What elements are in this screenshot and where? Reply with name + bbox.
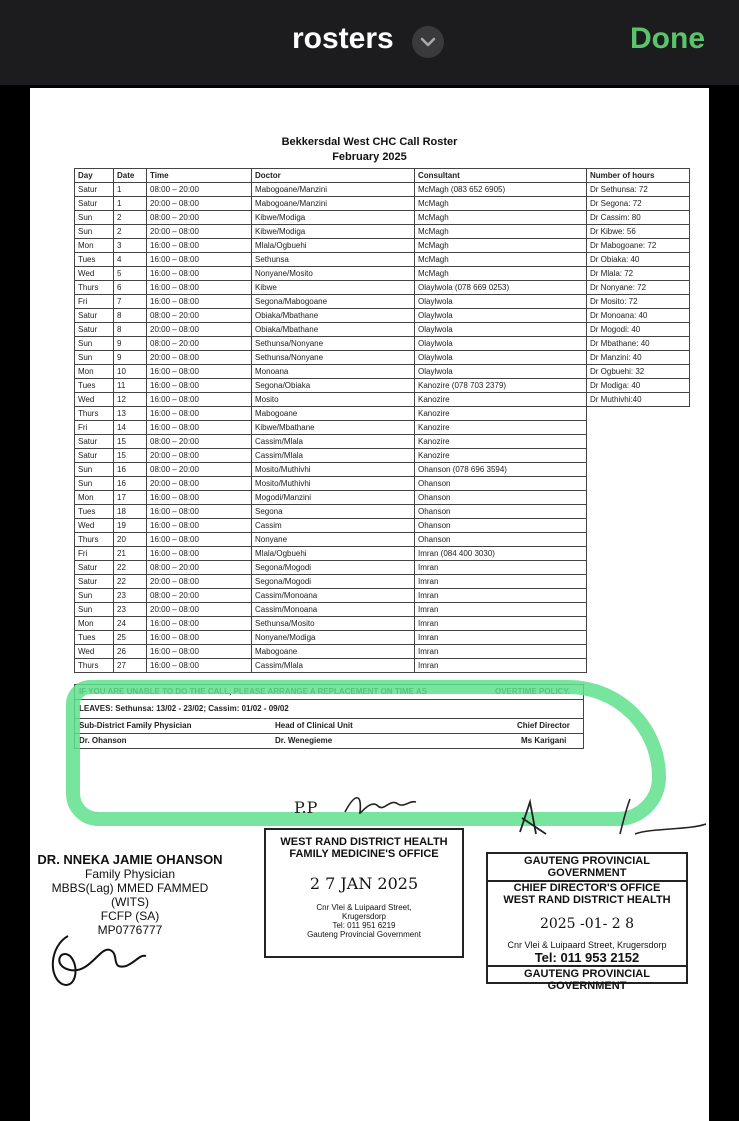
cell-time: 16:00 – 08:00 [147, 407, 252, 421]
cell-date: 22 [114, 575, 147, 589]
cell-doctor: Cassim/Mlala [252, 659, 415, 673]
sign-name-head: Dr. Wenegieme [275, 736, 333, 745]
table-row [75, 365, 690, 379]
cell-time: 08:00 – 20:00 [147, 183, 252, 197]
cell-time: 08:00 – 20:00 [147, 435, 252, 449]
cell-doctor: Obiaka/Mbathane [252, 309, 415, 323]
cell-consultant: McMagh [415, 253, 587, 267]
cell-time: 20:00 – 08:00 [147, 603, 252, 617]
table-row [75, 295, 690, 309]
cell-consultant: Olaylwola [415, 309, 587, 323]
cell-date: 17 [114, 491, 147, 505]
cell-doctor: Mabogoane [252, 407, 415, 421]
cell-hours [587, 645, 690, 659]
cell-time: 16:00 – 08:00 [147, 379, 252, 393]
cell-hours [587, 589, 690, 603]
cell-date: 23 [114, 589, 147, 603]
cell-time: 16:00 – 08:00 [147, 631, 252, 645]
cell-day: Mon [75, 491, 114, 505]
roster-title: Bekkersdal West CHC Call Roster [281, 136, 458, 148]
stamp1-line2: FAMILY MEDICINE'S OFFICE [289, 848, 439, 860]
header-time: Time [147, 169, 252, 183]
cell-date: 20 [114, 533, 147, 547]
chevron-down-icon[interactable] [412, 26, 444, 58]
cell-day: Sun [75, 603, 114, 617]
cell-date: 26 [114, 645, 147, 659]
cell-hours [587, 617, 690, 631]
cell-day: Wed [75, 645, 114, 659]
cell-hours: Dr Kibwe: 56 [587, 225, 690, 239]
cell-consultant: Imran [415, 617, 587, 631]
cell-doctor: Sethunsa/Mosito [252, 617, 415, 631]
family-medicine-stamp [264, 828, 464, 958]
table-row [75, 323, 690, 337]
cell-time: 16:00 – 08:00 [147, 239, 252, 253]
chief-director-stamp [486, 852, 688, 992]
leaves-row: LEAVES: Sethunsa: 13/02 - 23/02; Cassim: 01/02 - 09/02 [75, 700, 583, 719]
stamp2-line2: WEST RAND DISTRICT HEALTH [503, 894, 671, 906]
cell-consultant: Olaylwola [415, 365, 587, 379]
cell-day: Sun [75, 589, 114, 603]
cell-day: Sun [75, 477, 114, 491]
cell-doctor: Sethunsa [252, 253, 415, 267]
table-row [75, 533, 690, 547]
cell-hours [587, 631, 690, 645]
cell-date: 6 [114, 281, 147, 295]
cell-consultant: Olaylwola [415, 323, 587, 337]
cell-date: 18 [114, 505, 147, 519]
cell-hours [587, 491, 690, 505]
cell-consultant: Kanozire [415, 449, 587, 463]
table-row [75, 267, 690, 281]
cell-day: Tues [75, 505, 114, 519]
table-row [75, 351, 690, 365]
physician-reg: MP0776777 [97, 923, 163, 937]
cell-hours [587, 575, 690, 589]
cell-doctor: Sethunsa/Nonyane [252, 337, 415, 351]
stamp1-line1: WEST RAND DISTRICT HEALTH [280, 836, 448, 848]
cell-date: 7 [114, 295, 147, 309]
cell-day: Mon [75, 365, 114, 379]
cell-consultant: Ohanson [415, 519, 587, 533]
header-hours: Number of hours [587, 169, 690, 183]
cell-day: Satur [75, 323, 114, 337]
cell-day: Wed [75, 267, 114, 281]
cell-date: 16 [114, 463, 147, 477]
cell-day: Sun [75, 351, 114, 365]
cell-hours: Dr Segona: 72 [587, 197, 690, 211]
cell-day: Wed [75, 393, 114, 407]
physician-qual2: FCFP (SA) [100, 909, 160, 923]
cell-day: Satur [75, 435, 114, 449]
cell-doctor: Cassim/Monoana [252, 589, 415, 603]
cell-day: Mon [75, 617, 114, 631]
cell-date: 13 [114, 407, 147, 421]
cell-consultant: Olaylwola [415, 337, 587, 351]
table-row [75, 211, 690, 225]
sign-name-physician: Dr. Ohanson [79, 736, 127, 745]
cell-day: Sun [75, 463, 114, 477]
cell-time: 08:00 – 20:00 [147, 463, 252, 477]
cell-hours: Dr Mosito: 72 [587, 295, 690, 309]
table-row [75, 645, 690, 659]
cell-hours: Dr Ogbuehi: 32 [587, 365, 690, 379]
cell-date: 12 [114, 393, 147, 407]
cell-day: Tues [75, 631, 114, 645]
cell-time: 16:00 – 08:00 [147, 253, 252, 267]
cell-time: 16:00 – 08:00 [147, 519, 252, 533]
cell-consultant: Imran [415, 631, 587, 645]
cell-hours: Dr Nonyane: 72 [587, 281, 690, 295]
cell-day: Sun [75, 211, 114, 225]
sign-title-director: Chief Director [517, 721, 570, 730]
table-row [75, 547, 690, 561]
physician-qual1: MBBS(Lag) MMED FAMMED (WITS) [51, 881, 209, 909]
roster-subtitle: February 2025 [332, 151, 407, 163]
table-row [75, 617, 690, 631]
chief-signature-icon [510, 794, 710, 840]
table-row [75, 575, 690, 589]
table-row [75, 463, 690, 477]
cell-day: Thurs [75, 659, 114, 673]
cell-consultant: McMagh [415, 225, 587, 239]
cell-date: 15 [114, 449, 147, 463]
cell-hours [587, 519, 690, 533]
physician-block [32, 852, 228, 937]
cell-date: 25 [114, 631, 147, 645]
cell-consultant: Olaylwola (078 669 0253) [415, 281, 587, 295]
cell-hours [587, 659, 690, 673]
cell-consultant: Kanozire [415, 421, 587, 435]
cell-doctor: Sethunsa/Nonyane [252, 351, 415, 365]
cell-time: 16:00 – 08:00 [147, 295, 252, 309]
cell-hours [587, 463, 690, 477]
cell-consultant: Olaylwola [415, 351, 587, 365]
cell-date: 8 [114, 323, 147, 337]
table-header-row [75, 169, 690, 183]
cell-day: Thurs [75, 407, 114, 421]
stamp1-date: 2 7 JAN 2025 [309, 874, 419, 893]
cell-consultant: McMagh [415, 267, 587, 281]
cell-consultant: Imran [415, 561, 587, 575]
cell-hours: Dr Mlala: 72 [587, 267, 690, 281]
cell-date: 1 [114, 183, 147, 197]
table-row [75, 519, 690, 533]
sign-name-director: Ms Karigani [521, 736, 567, 745]
notice-right: OVERTIME POLICY. [495, 687, 571, 696]
cell-date: 22 [114, 561, 147, 575]
cell-time: 08:00 – 20:00 [147, 337, 252, 351]
cell-day: Satur [75, 309, 114, 323]
table-row [75, 281, 690, 295]
cell-doctor: Mabogoane [252, 645, 415, 659]
table-row [75, 477, 690, 491]
notice-left: IF YOU ARE UNABLE TO DO THE CALL, PLEASE ARRANGE A REPLACEMENT ON TIME AS [79, 687, 428, 696]
cell-time: 08:00 – 20:00 [147, 211, 252, 225]
cell-doctor: Kibwe/Modiga [252, 211, 415, 225]
cell-day: Tues [75, 379, 114, 393]
cell-time: 16:00 – 08:00 [147, 491, 252, 505]
cell-consultant: Kanozire (078 703 2379) [415, 379, 587, 393]
cell-time: 16:00 – 08:00 [147, 617, 252, 631]
cell-hours: Dr Mbathane: 40 [587, 337, 690, 351]
cell-time: 16:00 – 08:00 [147, 659, 252, 673]
cell-date: 16 [114, 477, 147, 491]
cell-hours: Dr Mabogoane: 72 [587, 239, 690, 253]
cell-doctor: Nonyane/Mosito [252, 267, 415, 281]
cell-consultant: Imran (084 400 3030) [415, 547, 587, 561]
cell-day: Satur [75, 183, 114, 197]
cell-time: 20:00 – 08:00 [147, 449, 252, 463]
cell-consultant: Kanozire [415, 393, 587, 407]
cell-hours [587, 449, 690, 463]
cell-time: 20:00 – 08:00 [147, 197, 252, 211]
cell-time: 16:00 – 08:00 [147, 547, 252, 561]
cell-date: 24 [114, 617, 147, 631]
roster-body [75, 183, 690, 673]
cell-date: 19 [114, 519, 147, 533]
cell-hours: Dr Monoana: 40 [587, 309, 690, 323]
cell-doctor: Mabogoane/Manzini [252, 197, 415, 211]
stamp2-top: GAUTENG PROVINCIAL GOVERNMENT [488, 854, 686, 882]
table-row [75, 337, 690, 351]
cell-date: 9 [114, 351, 147, 365]
cell-day: Wed [75, 519, 114, 533]
cell-doctor: Cassim/Mlala [252, 435, 415, 449]
cell-hours: Dr Obiaka: 40 [587, 253, 690, 267]
table-row [75, 309, 690, 323]
cell-consultant: McMagh [415, 211, 587, 225]
document-title[interactable]: rosters [292, 22, 394, 55]
cell-doctor: Segona [252, 505, 415, 519]
sign-title-physician: Sub-District Family Physician [79, 721, 192, 730]
cell-consultant: Ohanson [415, 533, 587, 547]
cell-date: 15 [114, 435, 147, 449]
cell-hours [587, 407, 690, 421]
cell-date: 14 [114, 421, 147, 435]
cell-doctor: Segona/Mogodi [252, 561, 415, 575]
cell-consultant: Kanozire [415, 435, 587, 449]
cell-consultant: McMagh [415, 197, 587, 211]
cell-consultant: Ohanson (078 696 3594) [415, 463, 587, 477]
roster-table [74, 168, 690, 673]
table-row [75, 505, 690, 519]
pp-mark: P.P [294, 798, 318, 817]
cell-day: Sun [75, 337, 114, 351]
cell-time: 16:00 – 08:00 [147, 393, 252, 407]
director-signature-icon [340, 788, 420, 824]
cell-date: 4 [114, 253, 147, 267]
cell-hours [587, 421, 690, 435]
cell-consultant: Imran [415, 645, 587, 659]
cell-time: 08:00 – 20:00 [147, 589, 252, 603]
cell-doctor: Mlala/Ogbuehi [252, 239, 415, 253]
cell-hours [587, 603, 690, 617]
cell-consultant: Kanozire [415, 407, 587, 421]
cell-doctor: Segona/Mabogoane [252, 295, 415, 309]
cell-doctor: Nonyane/Modiga [252, 631, 415, 645]
cell-hours: Dr Cassim: 80 [587, 211, 690, 225]
cell-day: Sun [75, 225, 114, 239]
cell-time: 20:00 – 08:00 [147, 575, 252, 589]
cell-doctor: Mogodi/Manzini [252, 491, 415, 505]
stamp2-tel: Tel: 011 953 2152 [534, 950, 640, 965]
cell-day: Fri [75, 295, 114, 309]
cell-doctor: Mlala/Ogbuehi [252, 547, 415, 561]
cell-doctor: Kibwe/Modiga [252, 225, 415, 239]
stamp1-tel: Tel: 011 951 6219 [332, 921, 396, 930]
cell-doctor: Monoana [252, 365, 415, 379]
stamp2-bottom: GAUTENG PROVINCIAL GOVERNMENT [488, 965, 686, 992]
cell-doctor: Cassim [252, 519, 415, 533]
stamp2-addr: Cnr Vlei & Luipaard Street, Krugersdorp [507, 940, 667, 950]
cell-doctor: Mosito/Muthivhi [252, 477, 415, 491]
table-row [75, 253, 690, 267]
cell-doctor: Mosito [252, 393, 415, 407]
header-doctor: Doctor [252, 169, 415, 183]
cell-consultant: Olaylwola [415, 295, 587, 309]
cell-date: 5 [114, 267, 147, 281]
cell-time: 20:00 – 08:00 [147, 351, 252, 365]
header-date: Date [114, 169, 147, 183]
cell-date: 9 [114, 337, 147, 351]
cell-time: 08:00 – 20:00 [147, 309, 252, 323]
cell-consultant: Imran [415, 575, 587, 589]
table-row [75, 183, 690, 197]
cell-time: 16:00 – 08:00 [147, 421, 252, 435]
cell-hours [587, 561, 690, 575]
cell-doctor: Cassim/Monoana [252, 603, 415, 617]
cell-date: 2 [114, 225, 147, 239]
cell-doctor: Segona/Mogodi [252, 575, 415, 589]
cell-hours [587, 547, 690, 561]
cell-day: Satur [75, 197, 114, 211]
table-row [75, 225, 690, 239]
document-page [30, 88, 709, 1121]
cell-consultant: Imran [415, 659, 587, 673]
cell-consultant: Ohanson [415, 491, 587, 505]
stamp1-addr2: Krugersdorp [341, 912, 387, 921]
physician-role: Family Physician [84, 867, 176, 881]
cell-day: Thurs [75, 281, 114, 295]
table-row [75, 239, 690, 253]
cell-time: 16:00 – 08:00 [147, 645, 252, 659]
table-row [75, 435, 690, 449]
cell-time: 16:00 – 08:00 [147, 505, 252, 519]
cell-hours: Dr Mogodi: 40 [587, 323, 690, 337]
cell-date: 27 [114, 659, 147, 673]
table-row [75, 379, 690, 393]
cell-consultant: McMagh (083 652 6905) [415, 183, 587, 197]
cell-consultant: Imran [415, 603, 587, 617]
header-consultant: Consultant [415, 169, 587, 183]
physician-name: DR. NNEKA JAMIE OHANSON [37, 852, 223, 867]
table-row [75, 603, 690, 617]
cell-date: 1 [114, 197, 147, 211]
cell-day: Satur [75, 449, 114, 463]
navigation-bar [0, 0, 739, 85]
table-row [75, 491, 690, 505]
cell-doctor: Mosito/Muthivhi [252, 463, 415, 477]
cell-consultant: McMagh [415, 239, 587, 253]
stamp1-gov: Gauteng Provincial Government [307, 930, 421, 939]
cell-date: 23 [114, 603, 147, 617]
cell-hours [587, 477, 690, 491]
cell-hours [587, 533, 690, 547]
cell-time: 08:00 – 20:00 [147, 561, 252, 575]
table-row [75, 421, 690, 435]
cell-time: 16:00 – 08:00 [147, 365, 252, 379]
cell-doctor: Obiaka/Mbathane [252, 323, 415, 337]
table-row [75, 449, 690, 463]
done-button[interactable]: Done [630, 22, 705, 55]
cell-date: 11 [114, 379, 147, 393]
cell-day: Tues [75, 253, 114, 267]
cell-date: 3 [114, 239, 147, 253]
cell-doctor: Cassim/Mlala [252, 449, 415, 463]
cell-doctor: Kibwe [252, 281, 415, 295]
cell-date: 8 [114, 309, 147, 323]
cell-hours: Dr Modiga: 40 [587, 379, 690, 393]
cell-day: Thurs [75, 533, 114, 547]
stamp2-date: 2025 -01- 2 8 [539, 916, 635, 932]
header-day: Day [75, 169, 114, 183]
cell-hours [587, 505, 690, 519]
cell-time: 16:00 – 08:00 [147, 267, 252, 281]
table-row [75, 631, 690, 645]
cell-time: 20:00 – 08:00 [147, 225, 252, 239]
cell-day: Satur [75, 575, 114, 589]
cell-time: 20:00 – 08:00 [147, 323, 252, 337]
physician-signature-icon [40, 926, 150, 996]
cell-day: Mon [75, 239, 114, 253]
cell-consultant: Ohanson [415, 477, 587, 491]
table-row [75, 393, 690, 407]
cell-time: 16:00 – 08:00 [147, 533, 252, 547]
table-row [75, 659, 690, 673]
cell-hours: Dr Muthivhi:40 [587, 393, 690, 407]
cell-doctor: Mabogoane/Manzini [252, 183, 415, 197]
cell-date: 10 [114, 365, 147, 379]
cell-day: Satur [75, 561, 114, 575]
cell-date: 21 [114, 547, 147, 561]
cell-hours: Dr Sethunsa: 72 [587, 183, 690, 197]
cell-doctor: Segona/Obiaka [252, 379, 415, 393]
stamp1-addr1: Cnr Vlei & Luipaard Street, [316, 903, 412, 912]
cell-consultant: Imran [415, 589, 587, 603]
cell-time: 16:00 – 08:00 [147, 281, 252, 295]
table-row [75, 589, 690, 603]
cell-doctor: Kibwe/Mbathane [252, 421, 415, 435]
cell-consultant: Ohanson [415, 505, 587, 519]
table-row [75, 407, 690, 421]
cell-day: Fri [75, 547, 114, 561]
cell-day: Fri [75, 421, 114, 435]
cell-hours: Dr Manzini: 40 [587, 351, 690, 365]
stamp2-line1: CHIEF DIRECTOR'S OFFICE [513, 882, 661, 894]
sign-title-head: Head of Clinical Unit [275, 721, 353, 730]
cell-doctor: Nonyane [252, 533, 415, 547]
table-row [75, 561, 690, 575]
cell-time: 20:00 – 08:00 [147, 477, 252, 491]
cell-hours [587, 435, 690, 449]
cell-date: 2 [114, 211, 147, 225]
table-row [75, 197, 690, 211]
